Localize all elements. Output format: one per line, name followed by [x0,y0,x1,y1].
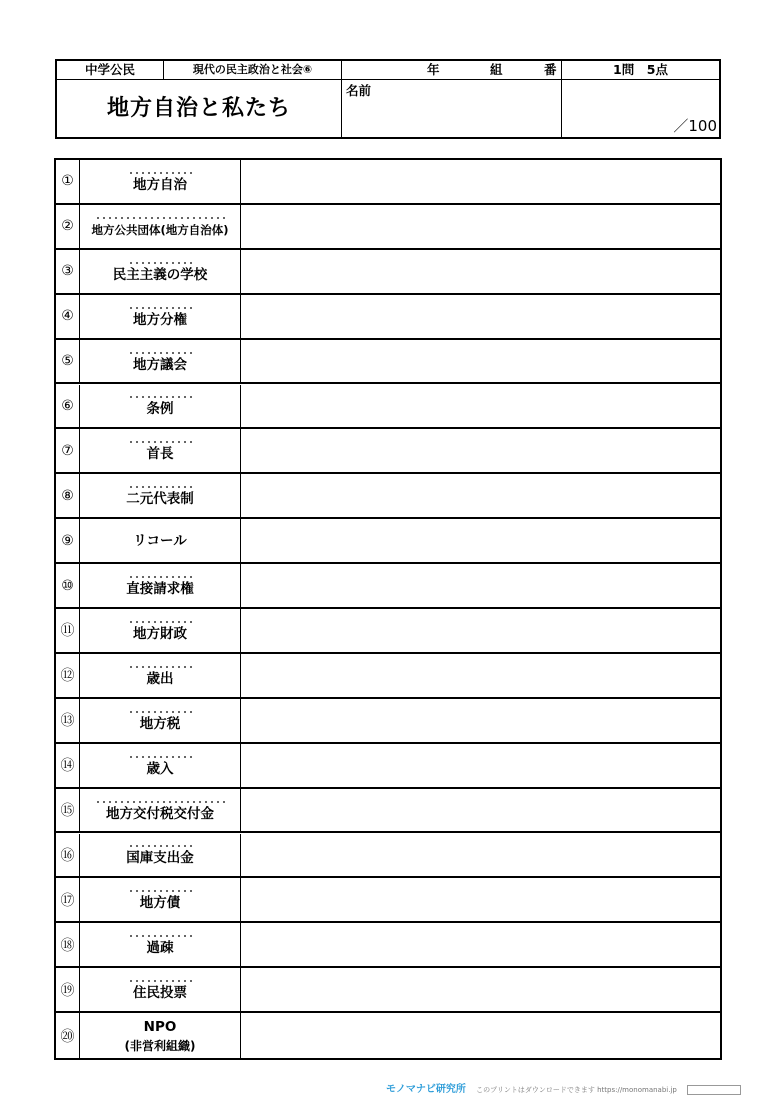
question-number: ⑲ [56,968,80,1011]
term-label: 過疎 [146,940,174,957]
question-number: ⑩ [56,564,80,607]
answer-field[interactable] [241,968,720,1011]
term-label: 民主主義の学校 [112,266,208,283]
table-row [56,429,720,474]
answer-field[interactable] [241,654,720,697]
term-cell [80,789,241,832]
question-number: ⑳ [56,1013,80,1058]
answer-field[interactable] [241,878,720,921]
table-row [56,205,720,250]
term-label: NPO [143,1018,177,1035]
term-cell [80,1013,241,1058]
answer-field[interactable] [241,474,720,517]
furigana-guide [128,439,192,445]
question-number: ⑰ [56,878,80,921]
answer-field[interactable] [241,1013,720,1058]
answer-field[interactable] [241,295,720,338]
term-label: 地方税 [139,715,181,732]
table-row [56,699,720,744]
term-label: 地方交付税交付金 [106,805,214,822]
term-label: 地方自治 [133,176,187,193]
table-row [56,340,720,385]
term-label: 地方公共団体(地方自治体) [91,222,229,237]
group-label: 組 [490,62,503,77]
question-number: ③ [56,250,80,293]
term-label: 歳出 [146,670,174,687]
table-row [56,385,720,430]
table-row [56,160,720,205]
furigana-guide [128,843,192,849]
term-cell [80,968,241,1011]
question-number: ⑫ [56,654,80,697]
answer-field[interactable] [241,340,720,383]
answer-field[interactable] [241,385,720,428]
table-row [56,789,720,834]
term-cell [80,205,241,248]
table-row [56,295,720,340]
furigana-guide [128,664,192,670]
question-number: ⑭ [56,744,80,787]
term-label: 首長 [146,446,174,463]
table-row [56,654,720,699]
page-title: 地方自治と私たち [57,80,342,137]
answer-field[interactable] [241,834,720,877]
term-label: 国庫支出金 [126,850,194,867]
furigana-guide [128,619,192,625]
term-cell [80,654,241,697]
furigana-guide [95,799,225,805]
furigana-guide [128,574,192,580]
answer-field[interactable] [241,699,720,742]
footer-box [687,1085,741,1095]
term-label: 地方議会 [133,356,187,373]
question-number: ⑤ [56,340,80,383]
term-cell [80,295,241,338]
furigana-guide [128,170,192,176]
footer-note: このプリントはダウンロードできます https://monomanabi.jp [476,1086,677,1094]
year-label: 年 [427,62,440,77]
answer-field[interactable] [241,744,720,787]
term-cell [80,250,241,293]
answer-field[interactable] [241,609,720,652]
furigana-guide [128,978,192,984]
term-label: 住民投票 [133,985,187,1002]
term-cell [80,519,241,562]
score-field[interactable] [562,80,719,137]
answer-field[interactable] [241,429,720,472]
furigana-guide [128,754,192,760]
term-label: 地方債 [139,895,181,912]
table-row [56,744,720,789]
furigana-guide [128,260,192,266]
question-number: ⑬ [56,699,80,742]
furigana-guide [95,215,225,221]
table-row [56,564,720,609]
table-row [56,834,720,879]
table-row [56,1013,720,1058]
answer-field[interactable] [241,250,720,293]
table-row [56,250,720,295]
answer-table [54,158,722,1060]
answer-field[interactable] [241,923,720,966]
class-fields[interactable] [342,61,562,80]
term-cell [80,429,241,472]
answer-field[interactable] [241,160,720,203]
term-label: 条例 [146,401,174,418]
term-cell [80,385,241,428]
term-sublabel: (非営利組織) [124,1038,196,1053]
term-cell [80,834,241,877]
question-number: ② [56,205,80,248]
question-number: ⑮ [56,789,80,832]
site-logo: モノマナビ研究所 [386,1084,466,1095]
term-cell [80,564,241,607]
term-label: 二元代表制 [126,491,194,508]
term-cell [80,744,241,787]
term-cell [80,340,241,383]
unit-label: 現代の民主政治と社会⑥ [164,61,342,80]
furigana-guide [128,350,192,356]
answer-field[interactable] [241,789,720,832]
term-cell [80,878,241,921]
question-number: ④ [56,295,80,338]
furigana-guide [128,394,192,400]
table-row [56,519,720,564]
question-number: ⑪ [56,609,80,652]
term-label: 地方分権 [133,311,187,328]
question-number: ⑧ [56,474,80,517]
subject-label: 中学公民 [57,61,164,80]
term-label: 歳入 [146,760,174,777]
points-label: 1問 5点 [562,61,719,80]
question-number: ⑯ [56,834,80,877]
question-number: ① [56,160,80,203]
question-number: ⑦ [56,429,80,472]
table-row [56,609,720,654]
question-number: ⑥ [56,385,80,428]
name-label: 名前 [346,83,372,98]
term-label: 直接請求権 [126,581,194,598]
question-number: ⑨ [56,519,80,562]
name-field[interactable] [342,80,562,137]
term-label: 地方財政 [133,625,187,642]
furigana-guide [128,709,192,715]
furigana-guide [128,888,192,894]
question-number: ⑱ [56,923,80,966]
table-row [56,474,720,519]
table-row [56,923,720,968]
table-row [56,968,720,1013]
term-cell [80,699,241,742]
answer-field[interactable] [241,564,720,607]
score-total: ／100 [673,117,717,135]
furigana-guide [128,484,192,490]
answer-field[interactable] [241,519,720,562]
term-cell [80,609,241,652]
number-label: 番 [544,62,557,77]
term-label: リコール [133,532,187,549]
answer-field[interactable] [241,205,720,248]
footer [386,1080,776,1094]
furigana-guide [128,305,192,311]
term-cell [80,923,241,966]
worksheet-header [55,59,721,139]
term-cell [80,474,241,517]
table-row [56,878,720,923]
term-cell [80,160,241,203]
furigana-guide [128,933,192,939]
